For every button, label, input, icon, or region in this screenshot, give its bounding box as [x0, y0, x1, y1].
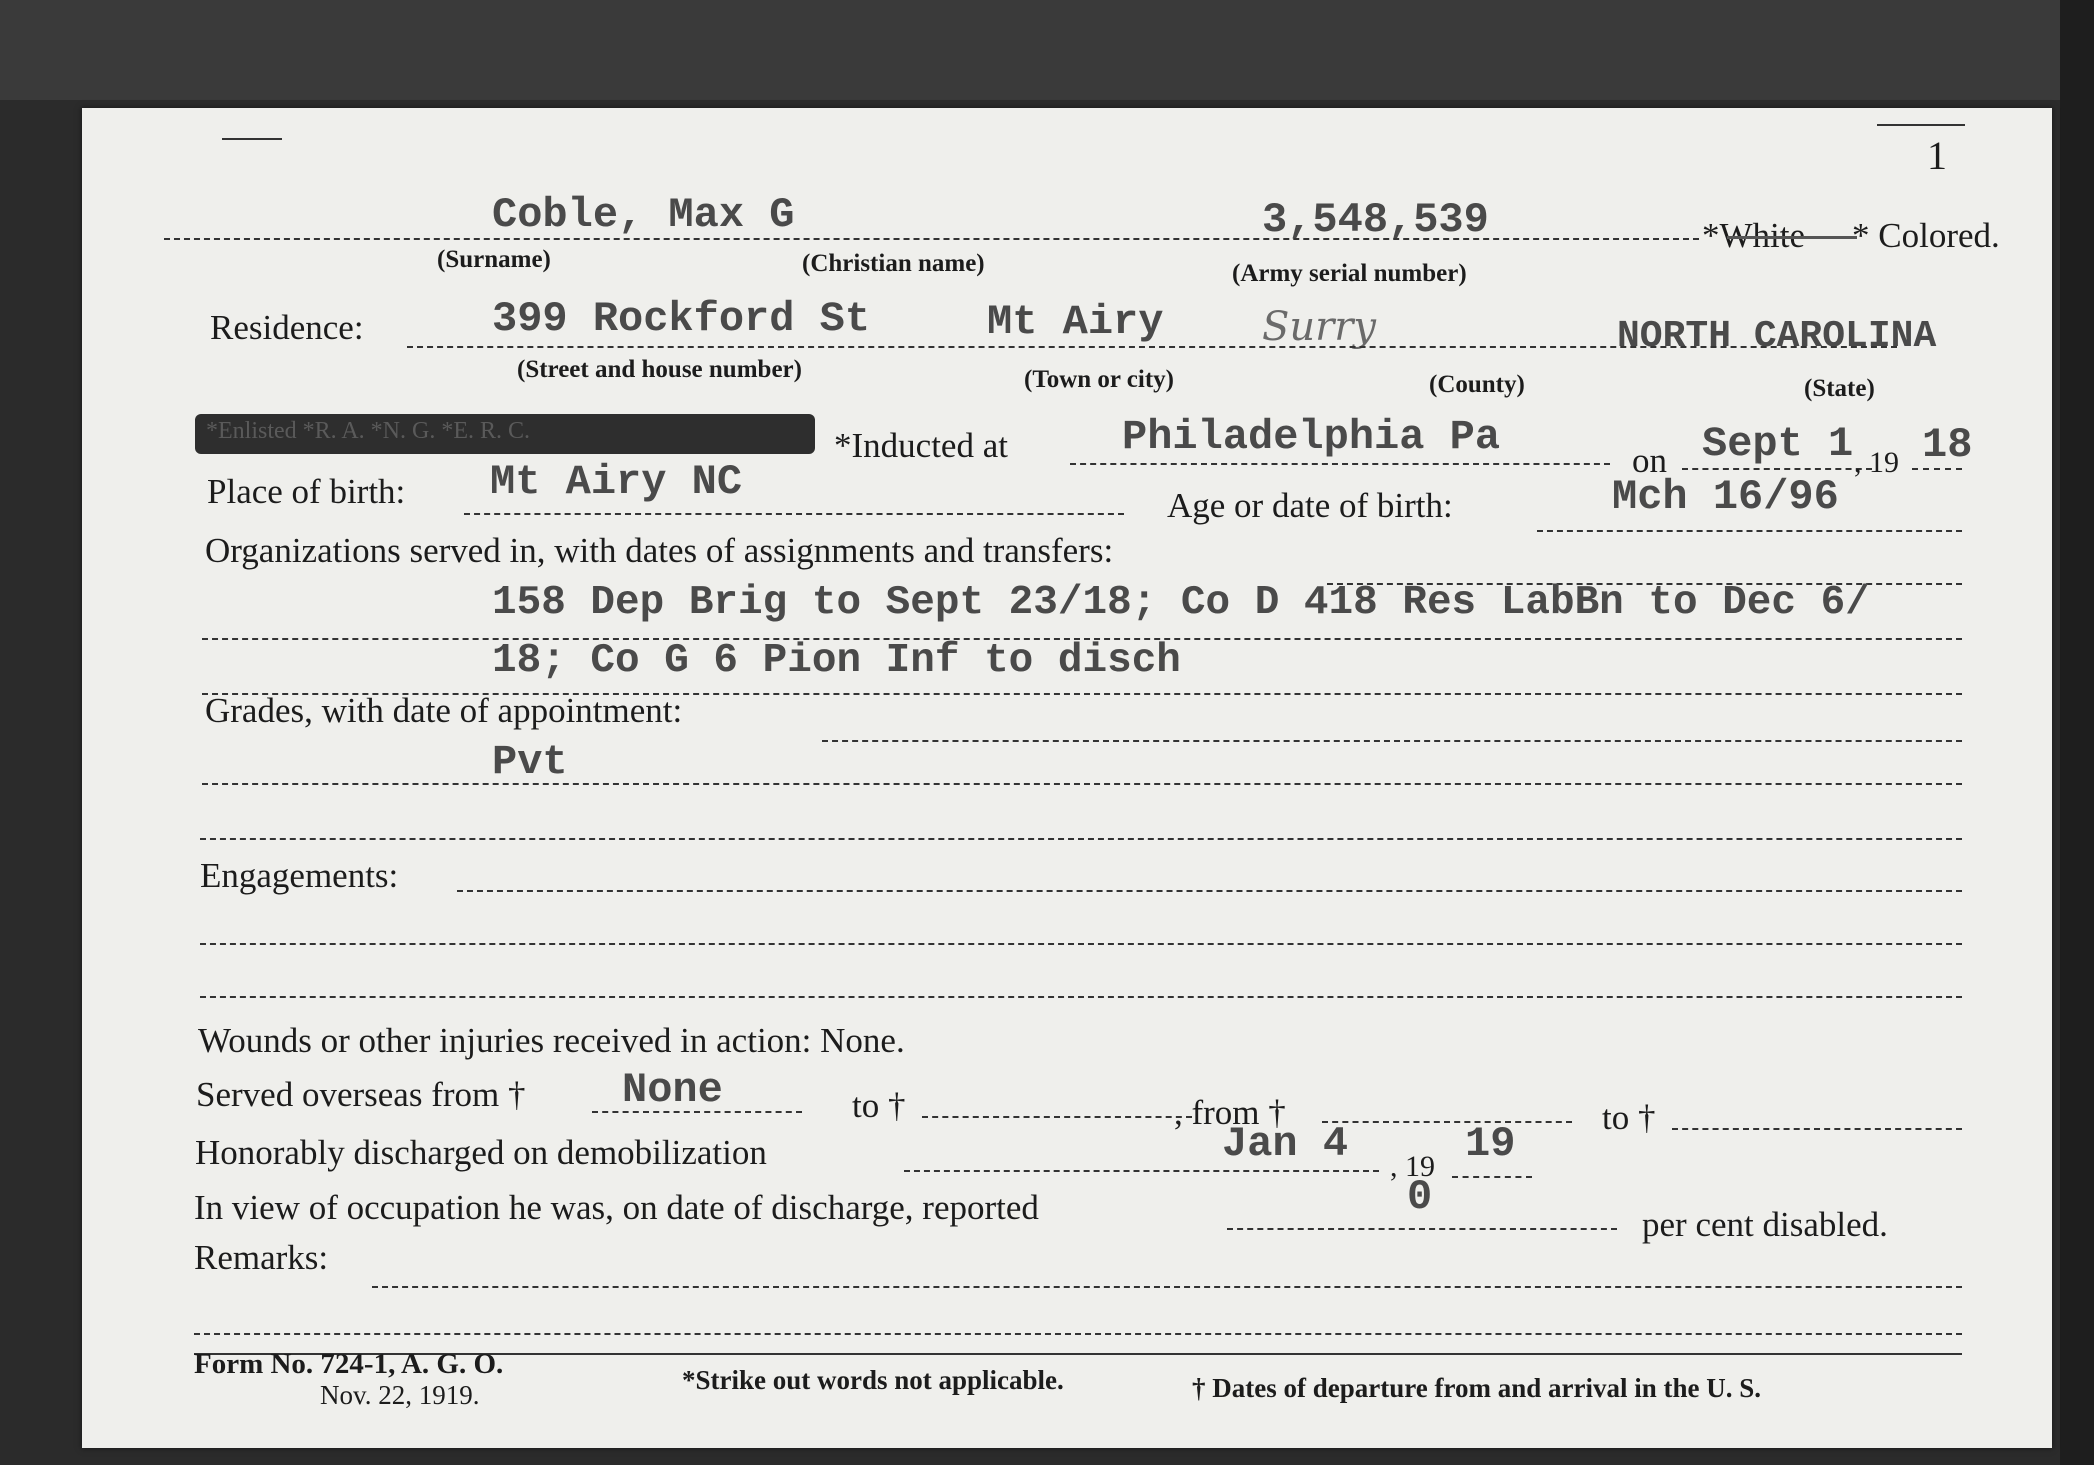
year-prefix: , 19: [1854, 446, 1899, 479]
birth-place-value: Mt Airy NC: [490, 458, 743, 506]
discharge-line: [904, 1170, 1379, 1172]
serial-value: 3,548,539: [1262, 196, 1489, 244]
state-caption: (State): [1804, 375, 1875, 402]
age-label: Age or date of birth:: [1167, 486, 1453, 525]
inducted-line: [1070, 463, 1610, 465]
street-caption: (Street and house number): [517, 356, 802, 383]
card-number-rule: [1877, 124, 1965, 126]
organizations-line2-value: 18; Co G 6 Pion Inf to disch: [492, 638, 1181, 684]
overseas-label: Served overseas from †: [196, 1075, 526, 1114]
residence-label: Residence:: [210, 308, 364, 347]
scanner-background: [0, 0, 2094, 100]
engagements-line-1: [200, 943, 1962, 945]
percent-value: 0: [1407, 1173, 1433, 1221]
inducted-place-value: Philadelphia Pa: [1122, 413, 1501, 461]
state-value: NORTH CAROLINA: [1617, 315, 1937, 358]
birth-date-line: [1537, 530, 1962, 532]
wounds-label: Wounds or other injuries received in action: None.: [198, 1021, 905, 1060]
discharge-year-value: 19: [1465, 1120, 1516, 1168]
overseas-line-3: [1322, 1121, 1572, 1123]
disabled-label: per cent disabled.: [1642, 1205, 1888, 1244]
name-line: [164, 238, 1699, 240]
engagements-line-0: [457, 890, 1962, 892]
race-white-label: *White: [1702, 216, 1806, 255]
birth-place-line: [464, 513, 1124, 515]
form-number: Form No. 724-1, A. G. O.: [194, 1348, 504, 1380]
overseas-line-4: [1672, 1128, 1962, 1130]
corner-mark: [222, 138, 282, 140]
overseas-to-label: to †: [852, 1086, 906, 1125]
remarks-label: Remarks:: [194, 1238, 329, 1277]
strike-note: *Strike out words not applicable.: [682, 1365, 1064, 1395]
strike-white: [1727, 236, 1857, 239]
engagements-label: Engagements:: [200, 856, 399, 895]
dates-note: † Dates of departure from and arrival in the U. S.: [1192, 1373, 1761, 1403]
inducted-year-value: 18: [1922, 421, 1973, 469]
form-date: Nov. 22, 1919.: [320, 1380, 480, 1410]
serial-caption: (Army serial number): [1232, 260, 1467, 287]
name-value: Coble, Max G: [492, 191, 795, 239]
service-record-card: [82, 108, 2052, 1448]
grades-label: Grades, with date of appointment:: [205, 691, 683, 730]
remarks-line-2: [194, 1333, 1962, 1335]
discharged-label: Honorably discharged on demobilization: [195, 1133, 767, 1172]
race-colored-label: * Colored.: [1852, 216, 2000, 255]
discharge-year-line: [1452, 1176, 1532, 1178]
enlisted-options-text: *Enlisted *R. A. *N. G. *E. R. C.: [206, 418, 531, 444]
card-number: 1: [1927, 133, 1947, 178]
grades-line-0: [822, 740, 1962, 742]
overseas-value: None: [622, 1066, 723, 1114]
christian-caption: (Christian name): [802, 250, 985, 277]
town-value: Mt Airy: [987, 298, 1164, 346]
grade-value: Pvt: [492, 738, 568, 786]
birth-place-label: Place of birth:: [207, 472, 406, 511]
residence-line: [407, 346, 1897, 348]
surname-caption: (Surname): [437, 246, 551, 273]
inducted-date-line: [1682, 468, 1872, 470]
grades-line-2: [200, 838, 1962, 840]
overseas-line-2: [922, 1116, 1192, 1118]
grades-line-1: [202, 783, 1962, 785]
overseas-to2-label: to †: [1602, 1098, 1656, 1137]
organizations-label: Organizations served in, with dates of assignments and transfers:: [205, 531, 1114, 570]
inducted-date-value: Sept 1: [1702, 420, 1854, 468]
inducted-label: *Inducted at: [834, 426, 1008, 465]
birth-date-value: Mch 16/96: [1612, 473, 1839, 521]
street-value: 399 Rockford St: [492, 295, 871, 343]
organizations-line1-value: 158 Dep Brig to Sept 23/18; Co D 418 Res LabBn to Dec 6/: [492, 580, 1870, 626]
engagements-line-2: [200, 996, 1962, 998]
on-label: on: [1632, 441, 1667, 480]
scanner-edge: [2060, 0, 2094, 1465]
county-value: Surry: [1262, 304, 1377, 350]
town-caption: (Town or city): [1024, 366, 1174, 393]
overseas-from2-label: , from †: [1174, 1093, 1286, 1132]
remarks-line-1: [372, 1286, 1962, 1288]
occupation-label: In view of occupation he was, on date of discharge, reported: [194, 1188, 1039, 1227]
inducted-year-line: [1912, 468, 1962, 470]
overseas-line-1: [592, 1111, 802, 1113]
discharge-date-value: Jan 4: [1222, 1120, 1349, 1168]
percent-line: [1227, 1228, 1617, 1230]
county-caption: (County): [1429, 371, 1525, 398]
discharge-year-prefix: , 19: [1390, 1150, 1435, 1183]
